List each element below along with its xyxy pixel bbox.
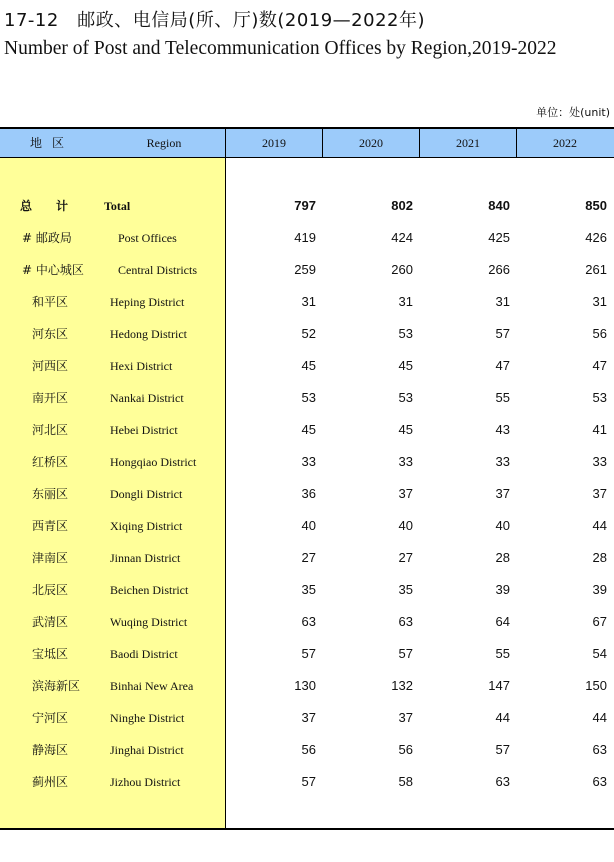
value-2022: 44 [592, 710, 607, 725]
table-bottom-rule [0, 828, 614, 830]
table-row [0, 773, 614, 805]
region-name-en: Central Districts [118, 263, 197, 277]
table-row [0, 421, 614, 453]
value-2022: 37 [592, 486, 607, 501]
value-2021: 840 [488, 198, 510, 213]
table-row [0, 325, 614, 357]
value-2020: 45 [398, 358, 413, 373]
value-2021: 28 [495, 550, 510, 565]
region-name-cn: 和平区 [32, 295, 69, 309]
value-2021: 31 [495, 294, 510, 309]
region-name-en: Wuqing District [110, 615, 188, 629]
table-row [0, 197, 614, 229]
region-name-cn: 南开区 [32, 391, 69, 405]
value-2019: 45 [301, 422, 316, 437]
value-2021: 57 [495, 742, 510, 757]
value-2020: 57 [398, 646, 413, 661]
value-2020: 56 [398, 742, 413, 757]
value-2019: 40 [301, 518, 316, 533]
table-row [0, 645, 614, 677]
value-2019: 52 [301, 326, 316, 341]
value-2021: 47 [495, 358, 510, 373]
region-name-cn: # 邮政局 [22, 231, 72, 245]
value-2020: 53 [398, 326, 413, 341]
region-name-en: Hebei District [110, 423, 178, 437]
table-row [0, 677, 614, 709]
header-region-en: Region [146, 136, 182, 150]
value-2021: 40 [495, 518, 510, 533]
value-2019: 797 [294, 198, 316, 213]
table-row [0, 485, 614, 517]
region-name-cn: 北辰区 [32, 583, 69, 597]
value-2020: 37 [398, 486, 413, 501]
region-name-en: Xiqing District [110, 519, 183, 533]
page-title-cn: 17-12 邮政、电信局(所、厅)数(2019—2022年) [4, 10, 426, 31]
table-row [0, 581, 614, 613]
value-2020: 802 [391, 198, 413, 213]
region-name-en: Binhai New Area [110, 679, 194, 693]
value-2019: 45 [301, 358, 316, 373]
region-name-cn: 红桥区 [32, 455, 69, 469]
value-2022: 53 [592, 390, 607, 405]
value-2020: 40 [398, 518, 413, 533]
region-name-cn: 河北区 [32, 423, 69, 437]
value-2021: 37 [495, 486, 510, 501]
region-name-cn: 河西区 [32, 359, 69, 373]
value-2020: 35 [398, 582, 413, 597]
value-2019: 259 [294, 262, 316, 277]
value-2019: 63 [301, 614, 316, 629]
page-title-en: Number of Post and Telecommunication Offices by Region,2019-2022 [4, 38, 557, 59]
value-2019: 36 [301, 486, 316, 501]
value-2022: 850 [585, 198, 607, 213]
value-2020: 45 [398, 422, 413, 437]
value-2019: 130 [294, 678, 316, 693]
value-2022: 67 [592, 614, 607, 629]
table-row [0, 549, 614, 581]
value-2020: 27 [398, 550, 413, 565]
value-2021: 39 [495, 582, 510, 597]
region-name-en: Jinghai District [110, 743, 184, 757]
region-name-cn: 宝坻区 [32, 647, 69, 661]
table-row [0, 261, 614, 293]
value-2019: 35 [301, 582, 316, 597]
region-name-en: Ninghe District [110, 711, 185, 725]
region-name-en: Heping District [110, 295, 185, 309]
value-2019: 53 [301, 390, 316, 405]
value-2022: 56 [592, 326, 607, 341]
region-name-cn: 总 计 [20, 199, 75, 213]
value-2022: 31 [592, 294, 607, 309]
region-name-cn: 东丽区 [32, 487, 69, 501]
value-2021: 44 [495, 710, 510, 725]
value-2019: 57 [301, 646, 316, 661]
value-2021: 55 [495, 646, 510, 661]
region-name-en: Hongqiao District [110, 455, 197, 469]
region-name-cn: 静海区 [32, 743, 69, 757]
value-2021: 33 [495, 454, 510, 469]
region-name-en: Hedong District [110, 327, 187, 341]
value-2021: 425 [488, 230, 510, 245]
table-row [0, 709, 614, 741]
value-2022: 261 [585, 262, 607, 277]
value-2019: 57 [301, 774, 316, 789]
value-2020: 37 [398, 710, 413, 725]
value-2021: 57 [495, 326, 510, 341]
value-2020: 53 [398, 390, 413, 405]
region-name-en: Baodi District [110, 647, 178, 661]
value-2022: 63 [592, 774, 607, 789]
region-name-cn: 河东区 [32, 327, 69, 341]
value-2021: 64 [495, 614, 510, 629]
region-name-en: Nankai District [110, 391, 184, 405]
header-year-2022: 2022 [553, 136, 577, 150]
table-row [0, 453, 614, 485]
value-2022: 39 [592, 582, 607, 597]
region-name-cn: # 中心城区 [22, 263, 84, 277]
region-name-en: Hexi District [110, 359, 173, 373]
region-name-en: Post Offices [118, 231, 177, 245]
value-2019: 419 [294, 230, 316, 245]
region-name-en: Total [104, 199, 131, 213]
header-year-2021: 2021 [456, 136, 480, 150]
value-2021: 266 [488, 262, 510, 277]
value-2020: 424 [391, 230, 413, 245]
value-2022: 54 [592, 646, 607, 661]
value-2022: 41 [592, 422, 607, 437]
value-2020: 33 [398, 454, 413, 469]
value-2020: 63 [398, 614, 413, 629]
table-row [0, 517, 614, 549]
value-2020: 260 [391, 262, 413, 277]
value-2021: 43 [495, 422, 510, 437]
region-name-cn: 西青区 [32, 519, 69, 533]
table-row [0, 229, 614, 261]
value-2021: 147 [488, 678, 510, 693]
region-name-cn: 蓟州区 [32, 775, 69, 789]
value-2021: 55 [495, 390, 510, 405]
unit-label: 单位：处(unit) [536, 106, 610, 119]
value-2022: 44 [592, 518, 607, 533]
value-2019: 37 [301, 710, 316, 725]
table-row [0, 741, 614, 773]
region-name-cn: 津南区 [32, 551, 69, 565]
value-2022: 47 [592, 358, 607, 373]
value-2022: 150 [585, 678, 607, 693]
region-name-en: Jizhou District [110, 775, 181, 789]
region-name-en: Dongli District [110, 487, 183, 501]
table-row [0, 293, 614, 325]
table-row [0, 389, 614, 421]
value-2020: 31 [398, 294, 413, 309]
value-2021: 63 [495, 774, 510, 789]
region-name-cn: 宁河区 [32, 711, 69, 725]
value-2022: 63 [592, 742, 607, 757]
value-2019: 27 [301, 550, 316, 565]
table-row [0, 613, 614, 645]
value-2020: 132 [391, 678, 413, 693]
value-2022: 33 [592, 454, 607, 469]
region-name-cn: 武清区 [32, 615, 69, 629]
header-area-cn: 地区 [29, 136, 74, 150]
region-name-cn: 滨海新区 [32, 679, 81, 693]
value-2020: 58 [398, 774, 413, 789]
value-2022: 426 [585, 230, 607, 245]
region-name-en: Beichen District [110, 583, 189, 597]
region-name-en: Jinnan District [110, 551, 181, 565]
value-2019: 31 [301, 294, 316, 309]
table-row [0, 357, 614, 389]
header-year-2019: 2019 [262, 136, 286, 150]
value-2019: 56 [301, 742, 316, 757]
table-header [0, 129, 614, 158]
value-2022: 28 [592, 550, 607, 565]
header-year-2020: 2020 [359, 136, 383, 150]
value-2019: 33 [301, 454, 316, 469]
